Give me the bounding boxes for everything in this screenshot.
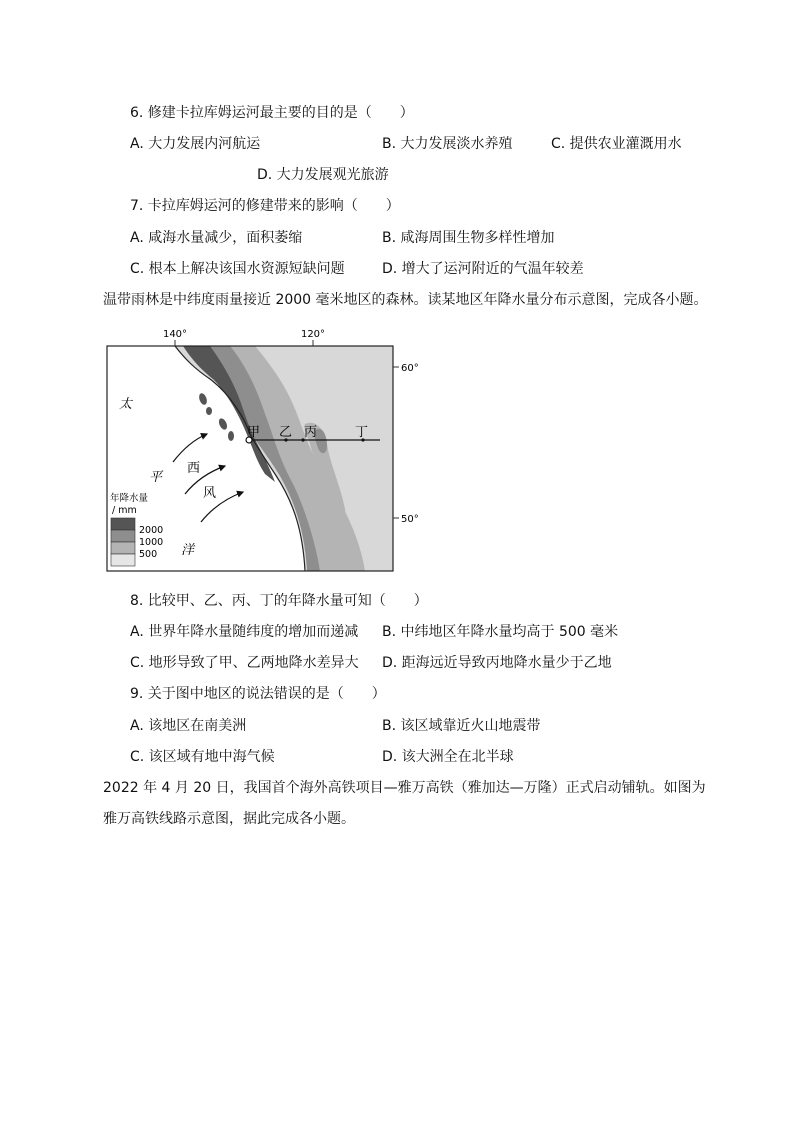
legend-swatch-1000 bbox=[111, 530, 135, 542]
question-7-option-d: D. 增大了运河附近的气温年较差 bbox=[382, 261, 584, 277]
point-jia-label: 甲 bbox=[247, 425, 261, 440]
legend-swatch-500 bbox=[111, 542, 135, 554]
question-9-stem: 9. 关于图中地区的说法错误的是（ ） bbox=[130, 686, 386, 702]
lon-label-140: 140° bbox=[162, 329, 188, 340]
wind-char-xi: 西 bbox=[187, 461, 201, 476]
point-bing-label: 丙 bbox=[304, 425, 318, 440]
question-7-stem: 7. 卡拉库姆运河的修建带来的影响（ ） bbox=[130, 198, 400, 214]
question-9-option-a: A. 该地区在南美洲 bbox=[130, 718, 247, 734]
legend-swatch-2000 bbox=[111, 518, 135, 530]
question-7-option-c: C. 根本上解决该国水资源短缺问题 bbox=[130, 261, 345, 277]
question-8-option-b: B. 中纬地区年降水量均高于 500 毫米 bbox=[382, 624, 619, 640]
question-6-option-d: D. 大力发展观光旅游 bbox=[257, 167, 389, 183]
lat-label-60: 60° bbox=[401, 363, 419, 374]
legend-swatch-below-500 bbox=[111, 554, 135, 566]
wind-char-feng: 风 bbox=[203, 486, 217, 501]
question-6-stem: 6. 修建卡拉库姆运河最主要的目的是（ ） bbox=[130, 105, 414, 121]
question-8-option-a: A. 世界年降水量随纬度的增加而递减 bbox=[130, 624, 359, 640]
island bbox=[206, 407, 212, 415]
legend-value-500: 500 bbox=[139, 549, 158, 560]
question-7-option-a: A. 咸海水量减少，面积萎缩 bbox=[130, 230, 303, 246]
precipitation-map bbox=[105, 324, 419, 576]
legend-unit: / mm bbox=[112, 505, 137, 516]
intro-rainforest: 温带雨林是中纬度雨量接近 2000 毫米地区的森林。读某地区年降水量分布示意图，完成各小题。 bbox=[103, 292, 708, 308]
ocean-char-ping: 平 bbox=[149, 470, 163, 485]
legend-value-2000: 2000 bbox=[139, 525, 164, 536]
question-9-option-b: B. 该区域靠近火山地震带 bbox=[382, 718, 541, 734]
point-ding-label: 丁 bbox=[355, 425, 369, 440]
question-6-option-c: C. 提供农业灌溉用水 bbox=[551, 136, 682, 152]
question-9-option-c: C. 该区域有地中海气候 bbox=[130, 749, 275, 765]
question-7-option-b: B. 咸海周围生物多样性增加 bbox=[382, 230, 555, 246]
legend-value-1000: 1000 bbox=[139, 537, 164, 548]
ocean-char-yang: 洋 bbox=[181, 543, 195, 558]
question-6-option-b: B. 大力发展淡水养殖 bbox=[382, 136, 513, 152]
question-9-option-d: D. 该大洲全在北半球 bbox=[382, 749, 514, 765]
question-8-option-c: C. 地形导致了甲、乙两地降水差异大 bbox=[130, 655, 359, 671]
legend-title: 年降水量 bbox=[110, 493, 149, 504]
intro-railway-line-1: 2022 年 4 月 20 日，我国首个海外高铁项目—雅万高铁（雅加达—万隆）正式启动铺轨。如图为 bbox=[103, 780, 706, 796]
point-yi-label: 乙 bbox=[279, 425, 293, 440]
ocean-char-tai: 太 bbox=[119, 397, 133, 412]
question-8-option-d: D. 距海远近导致丙地降水量少于乙地 bbox=[382, 655, 612, 671]
lon-label-120: 120° bbox=[300, 329, 326, 340]
intro-railway-line-2: 雅万高铁线路示意图，据此完成各小题。 bbox=[103, 811, 355, 827]
question-6-option-a: A. 大力发展内河航运 bbox=[130, 136, 261, 152]
lat-label-50: 50° bbox=[401, 514, 419, 525]
question-8-stem: 8. 比较甲、乙、丙、丁的年降水量可知（ ） bbox=[130, 593, 428, 609]
island bbox=[228, 431, 234, 441]
